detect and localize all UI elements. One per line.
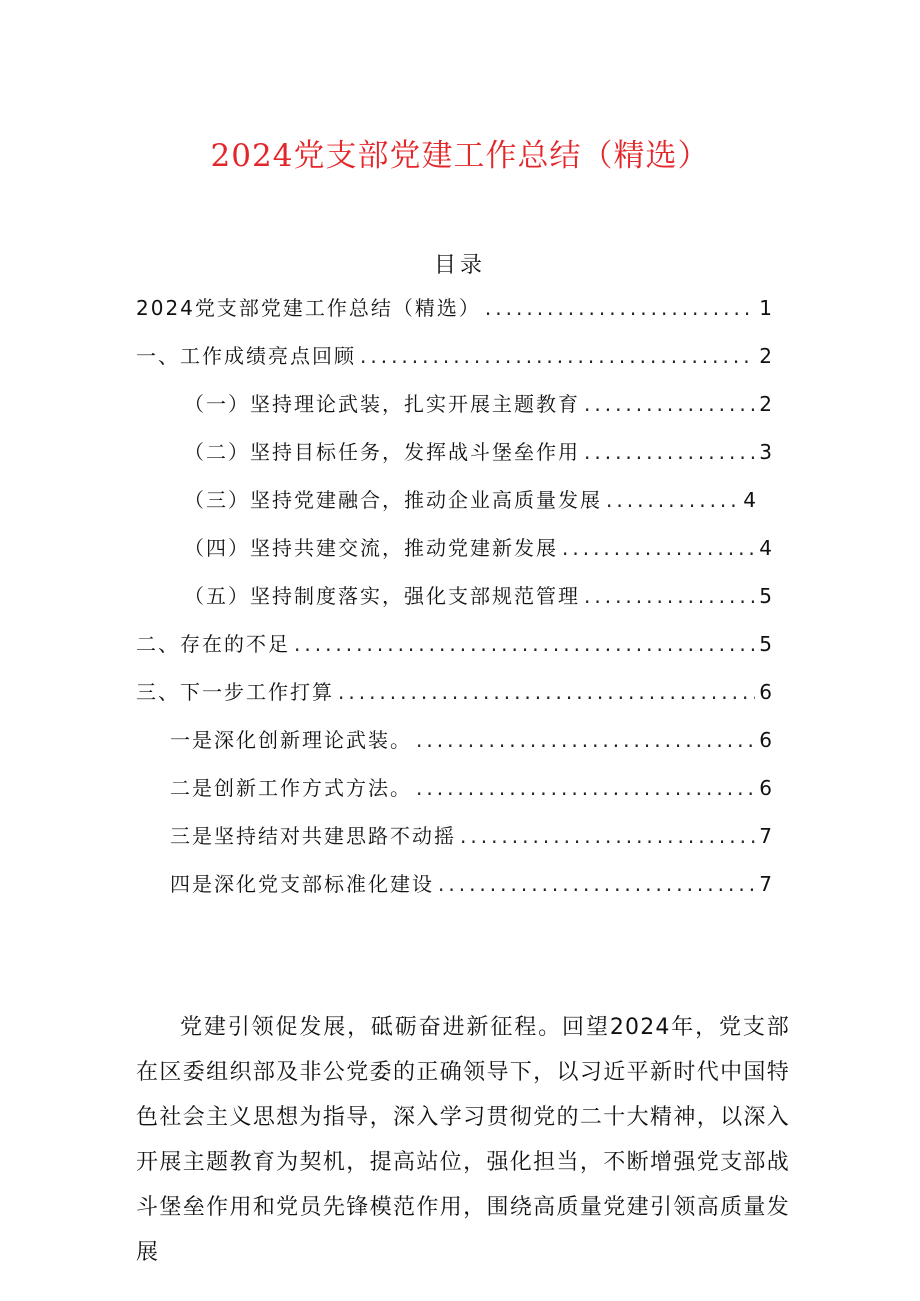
toc-leader	[416, 776, 755, 800]
toc-page-number: 7	[759, 824, 772, 848]
toc-page-number: 4	[743, 488, 756, 512]
toc-entry[interactable]	[184, 532, 772, 572]
toc-leader	[416, 728, 755, 752]
toc-entry-label: 二、存在的不足	[136, 632, 290, 656]
toc-entry[interactable]	[170, 724, 772, 764]
toc-heading: 目录	[433, 253, 486, 278]
toc-entry[interactable]	[184, 436, 772, 476]
toc-leader	[360, 344, 755, 368]
toc-entry[interactable]	[184, 580, 772, 620]
toc-entry[interactable]	[170, 868, 772, 908]
toc-leader	[584, 584, 755, 608]
toc-page-number: 6	[759, 680, 772, 704]
toc-page-number: 2	[759, 392, 772, 416]
toc-entry[interactable]	[136, 676, 772, 716]
toc-entry-label: （三）坚持党建融合，推动企业高质量发展	[184, 488, 602, 512]
toc-entry[interactable]	[136, 340, 772, 380]
toc-entry[interactable]	[136, 292, 772, 332]
toc-leader	[294, 632, 755, 656]
toc-leader	[584, 392, 755, 416]
toc-page-number: 2	[759, 344, 772, 368]
toc-page-number: 4	[759, 536, 772, 560]
toc-page-number: 3	[759, 440, 772, 464]
toc-leader	[485, 296, 755, 320]
body-paragraph: 党建引领促发展，砥砺奋进新征程。回望2024年，党支部在区委组织部及非公党委的正确领导下，以习近平新时代中国特色社会主义思想为指导，深入学习贯彻党的二十大精神，以深入开展主题教育为契机，提高站位，强化担当，不断增强党支部战斗堡垒作用和党员先锋模范作用，围绕高质量党建引领高质量发展	[136, 1015, 790, 1265]
toc-page-number: 6	[759, 776, 772, 800]
toc-leader	[460, 824, 755, 848]
toc-entry-label: 二是创新工作方式方法。	[170, 776, 412, 800]
toc-entry[interactable]	[170, 772, 772, 812]
toc-entry[interactable]	[184, 388, 772, 428]
toc-entry-label: （一）坚持理论武装，扎实开展主题教育	[184, 392, 580, 416]
toc-entry-label: 一、工作成绩亮点回顾	[136, 344, 356, 368]
toc-page-number: 7	[759, 872, 772, 896]
toc-leader	[584, 440, 755, 464]
toc-entry[interactable]	[170, 820, 772, 860]
toc-page-number: 5	[759, 584, 772, 608]
toc-entry-label: （二）坚持目标任务，发挥战斗堡垒作用	[184, 440, 580, 464]
toc-entry-label: 一是深化创新理论武装。	[170, 728, 412, 752]
toc-entry[interactable]	[136, 628, 772, 668]
toc-leader	[606, 488, 739, 512]
toc-leader	[562, 536, 755, 560]
toc-leader	[338, 680, 755, 704]
toc-leader	[438, 872, 755, 896]
toc-page-number: 1	[759, 296, 772, 320]
toc-entry-label: （五）坚持制度落实，强化支部规范管理	[184, 584, 580, 608]
toc-page-number: 6	[759, 728, 772, 752]
toc-entry-label: （四）坚持共建交流，推动党建新发展	[184, 536, 558, 560]
document-title: 2024党支部党建工作总结（精选）	[210, 138, 710, 174]
toc-entry-label: 2024党支部党建工作总结（精选）	[136, 296, 481, 320]
toc-entry-label: 三是坚持结对共建思路不动摇	[170, 824, 456, 848]
toc-entry[interactable]	[184, 484, 756, 524]
toc-page-number: 5	[759, 632, 772, 656]
toc-entry-label: 四是深化党支部标准化建设	[170, 872, 434, 896]
toc-entry-label: 三、下一步工作打算	[136, 680, 334, 704]
